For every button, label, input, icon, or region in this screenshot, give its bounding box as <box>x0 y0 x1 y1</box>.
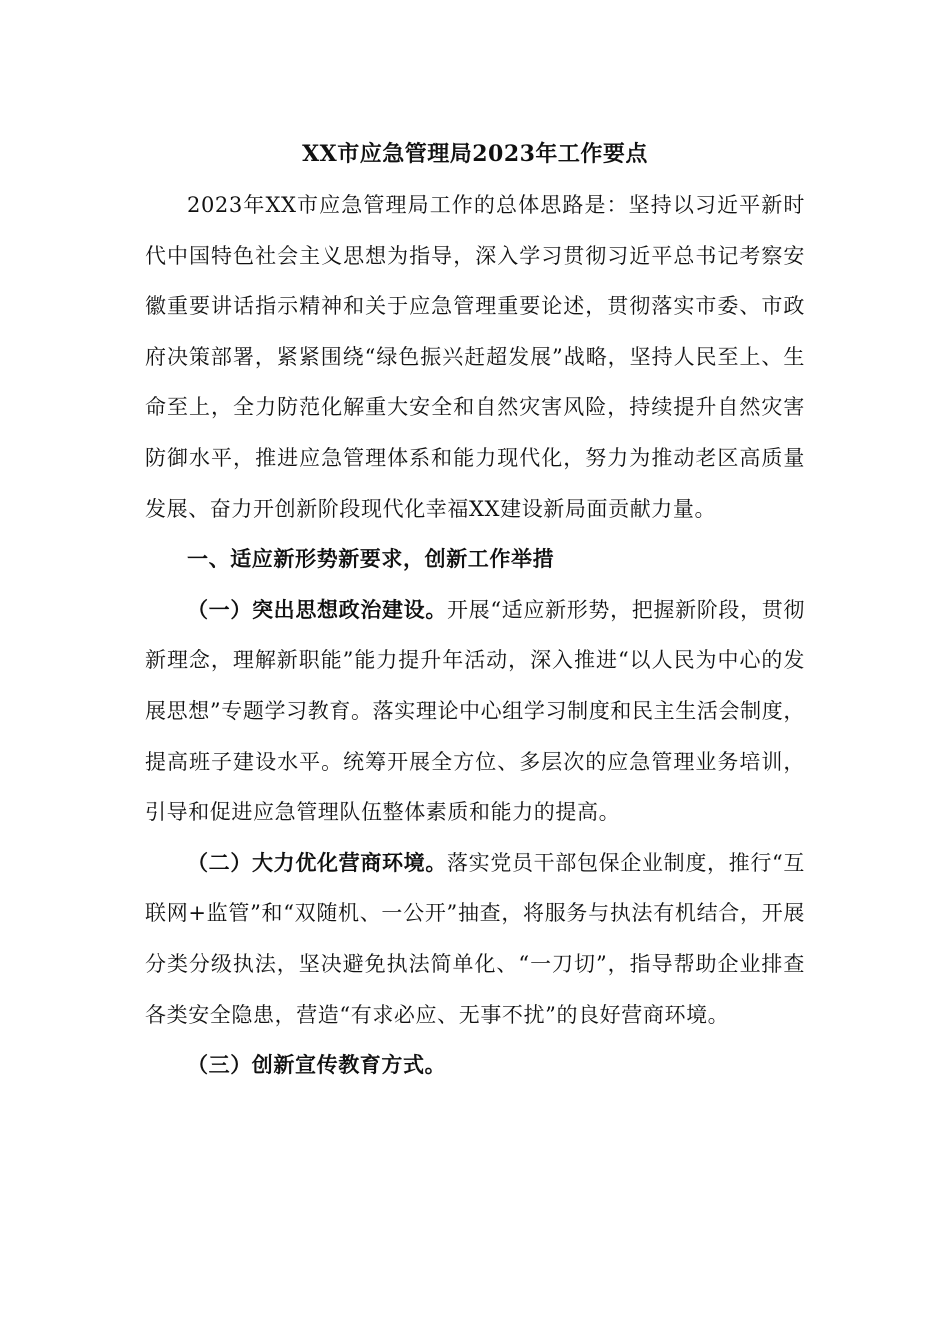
item-text-1: 开展“适应新形势，把握新阶段，贯彻新理念，理解新职能”能力提升年活动，深入推进“以人民为中心的发展思想”专题学习教育。落实理论中心组学习制度和民主生活会制度，提高班子建设水平。统筹开展全方位、多层次的应急管理业务培训，引导和促进应急管理队伍整体素质和能力的提高。 <box>145 597 805 825</box>
item-paragraph-2 <box>145 838 805 1040</box>
document-title: XX市应急管理局2023年工作要点 <box>302 141 648 167</box>
item-paragraph-1 <box>145 585 805 838</box>
item-text-2: 落实党员干部包保企业制度，推行“互联网+监管”和“双随机、一公开”抽查，将服务与执法有机结合，开展分类分级执法，坚决避免执法简单化、“一刀切”，指导帮助企业排查各类安全隐患，营造“有求必应、无事不扰”的良好营商环境。 <box>145 850 805 1027</box>
item-lead-1: （一）突出思想政治建设。 <box>187 596 447 622</box>
item-lead-2: （二）大力优化营商环境。 <box>187 849 447 875</box>
section-heading-1: 一、适应新形势新要求，创新工作举措 <box>187 546 555 572</box>
item-paragraph-3 <box>145 1040 805 1091</box>
document-body <box>145 180 805 1091</box>
intro-paragraph: 2023年XX市应急管理局工作的总体思路是：坚持以习近平新时代中国特色社会主义思想为指导，深入学习贯彻习近平总书记考察安徽重要讲话指示精神和关于应急管理重要论述，贯彻落实市委、市政府决策部署，紧紧围绕“绿色振兴赶超发展”战略，坚持人民至上、生命至上，全力防范化解重大安全和自然灾害风险，持续提升自然灾害防御水平，推进应急管理体系和能力现代化，努力为推动老区高质量发展、奋力开创新阶段现代化幸福XX建设新局面贡献力量。 <box>145 193 805 521</box>
item-lead-3: （三）创新宣传教育方式。 <box>187 1052 447 1078</box>
